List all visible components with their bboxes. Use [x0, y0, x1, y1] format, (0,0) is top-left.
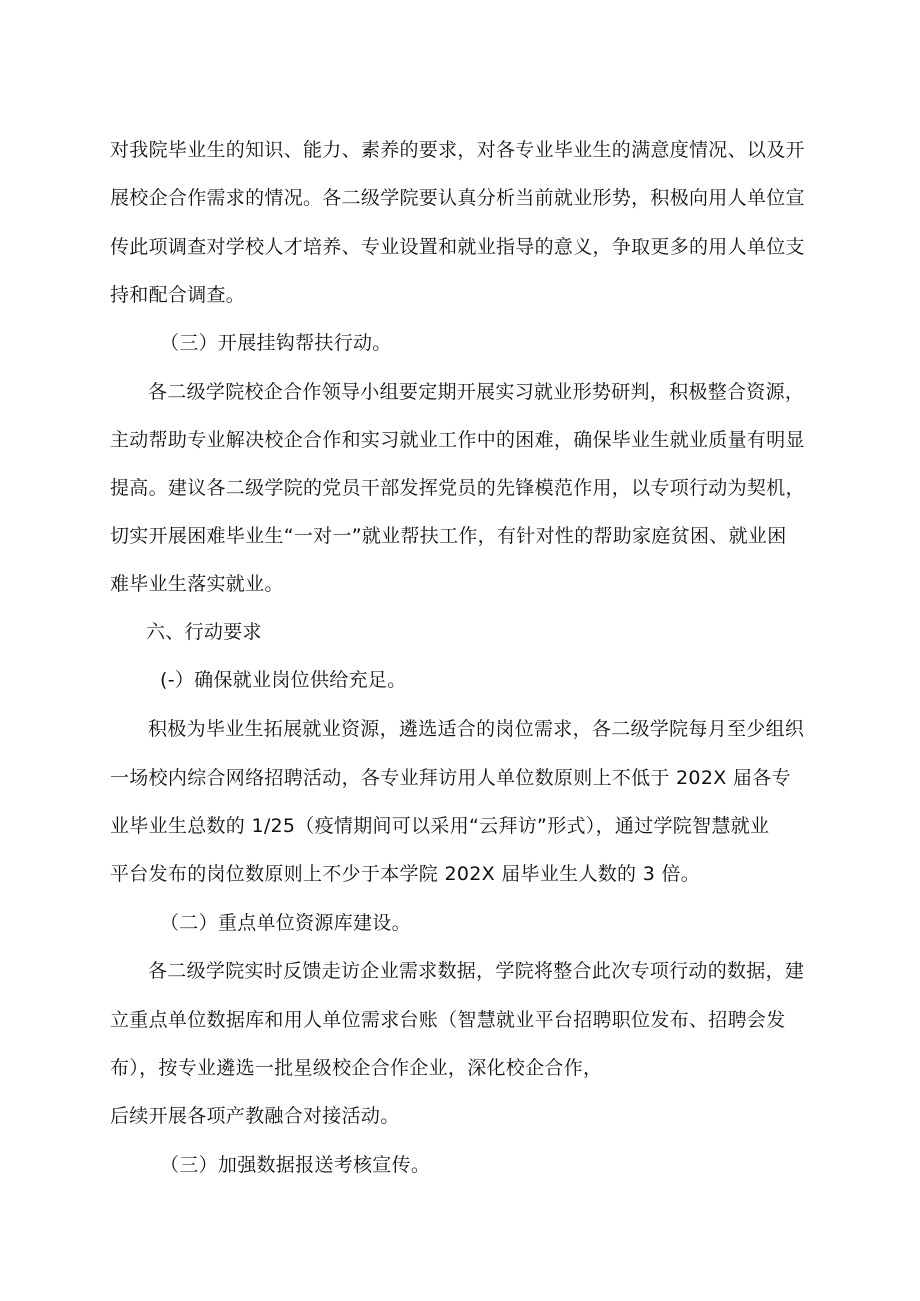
body-text-line: 积极为毕业生拓展就业资源，遴选适合的岗位需求，各二级学院每月至少组织 [148, 718, 805, 740]
section-heading: 六、行动要求 [146, 621, 262, 643]
body-text-line: 持和配合调查。 [110, 284, 246, 306]
body-text-line: 各二级学院实时反馈走访企业需求数据，学院将整合此次专项行动的数据，建 [148, 960, 805, 982]
body-text-line: 平台发布的岗位数原则上不少于本学院 202X 届毕业生人数的 3 倍。 [110, 863, 701, 885]
body-text-line: 各二级学院校企合作领导小组要定期开展实习就业形势研判，积极整合资源， [148, 381, 805, 403]
subsection-heading: (-）确保就业岗位供给充足。 [160, 669, 407, 691]
subsection-heading: （二）重点单位资源库建设。 [160, 912, 411, 934]
subsection-heading: （三）开展挂钩帮扶行动。 [160, 332, 392, 354]
body-text-line: 提高。建议各二级学院的党员干部发挥党员的先锋模范作用，以专项行动为契机， [110, 477, 805, 499]
body-text-line: 主动帮助专业解决校企合作和实习就业工作中的困难，确保毕业生就业质量有明显 [110, 429, 805, 451]
body-text-line: 业毕业生总数的 1/25（疫情期间可以采用“云拜访”形式），通过学院智慧就业 [110, 815, 770, 837]
body-text-line: 一场校内综合网络招聘活动，各专业拜访用人单位数原则上不低于 202X 届各专 [110, 767, 791, 789]
body-text-line: 切实开展困难毕业生“一对一”就业帮扶工作，有针对性的帮助家庭贫困、就业困 [110, 525, 787, 547]
body-text-line: 对我院毕业生的知识、能力、素养的要求，对各专业毕业生的满意度情况、以及开 [110, 139, 805, 161]
body-text-line: 布），按专业遴选一批星级校企合作企业，深化校企合作， [110, 1057, 603, 1079]
body-text-line: 难毕业生落实就业。 [110, 573, 284, 595]
body-text-line: 立重点单位数据库和用人单位需求台账（智慧就业平台招聘职位发布、招聘会发 [110, 1009, 786, 1031]
body-text-line: 传此项调查对学校人才培养、专业设置和就业指导的意义，争取更多的用人单位支 [110, 236, 805, 258]
subsection-heading: （三）加强数据报送考核宣传。 [160, 1154, 431, 1176]
body-text-line: 展校企合作需求的情况。各二级学院要认真分析当前就业形势，积极向用人单位宣 [110, 187, 805, 209]
body-text-line: 后续开展各项产教融合对接活动。 [110, 1105, 400, 1127]
